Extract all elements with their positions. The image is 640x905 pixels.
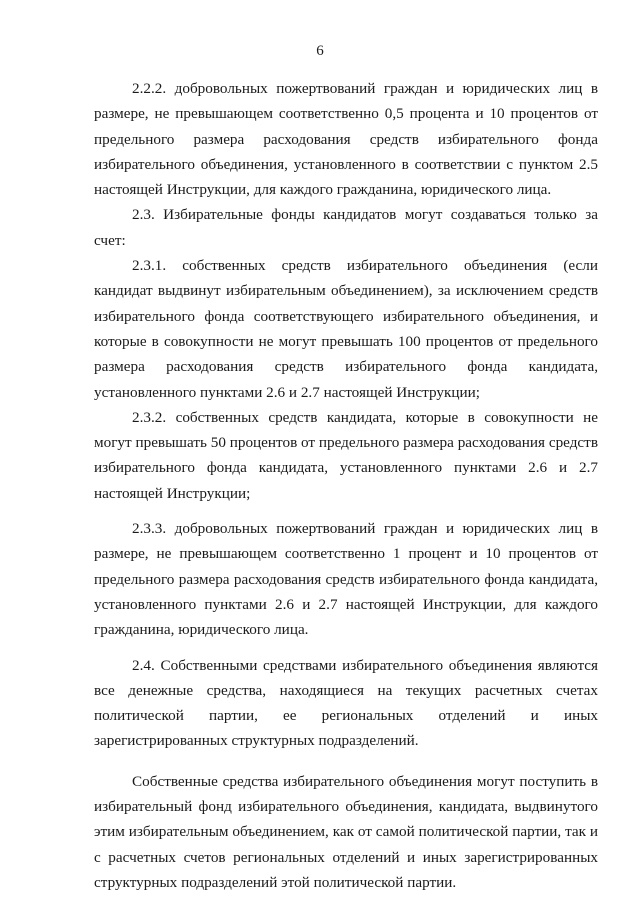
paragraph-spacer xyxy=(94,506,598,516)
page-number: 6 xyxy=(316,43,324,59)
paragraph-2-3: 2.3. Избирательные фонды кандидатов могут создаваться только за счет: xyxy=(94,206,598,249)
document-body xyxy=(94,76,598,895)
paragraph-own-funds: Собственные средства избирательного объединения могут поступить в избирательный фонд избирательного объединения, кандидата, выдвинутого этим избирательным объединением, как от самой политической партии, так и с расчетных счетов региональных отделений и иных зарегистрированных структурных подразделений этой политической партии. xyxy=(94,772,598,891)
paragraph-2-3-3: 2.3.3. добровольных пожертвований граждан и юридических лиц в размере, не превышающем соответственно 1 процент и 10 процентов от предельного размера расходования средств избирательного фонда кандидата, установленного пунктами 2.6 и 2.7 настоящей Инструкции, для каждого гражданина, юридического лица. xyxy=(94,520,598,639)
paragraph-spacer xyxy=(94,754,598,769)
paragraph-2-3-2: 2.3.2. собственных средств кандидата, которые в совокупности не могут превышать 50 процентов от предельного размера расходования средств избирательного фонда кандидата, установленного пунктами 2.6 и 2.7 настоящей Инструкции; xyxy=(94,408,598,502)
paragraph-spacer xyxy=(94,643,598,653)
paragraph-2-3-1: 2.3.1. собственных средств избирательного объединения (если кандидат выдвинут избирательным объединением), за исключением средств избирательного фонда соответствующего избирательного объединения, и которые в совокупности не могут превышать 100 процентов от предельного размера расходования средств избирательного фонда кандидата, установленного пунктами 2.6 и 2.7 настоящей Инструкции; xyxy=(94,257,598,401)
paragraph-2-2-2: 2.2.2. добровольных пожертвований граждан и юридических лиц в размере, не превышающем соответственно 0,5 процента и 10 процентов от предельного размера расходования средств избирательного фонда избирательного объединения, установленного в соответствии с пунктом 2.5 настоящей Инструкции, для каждого гражданина, юридического лица. xyxy=(94,80,598,199)
paragraph-2-4: 2.4. Собственными средствами избирательного объединения являются все денежные средства, находящиеся на текущих расчетных счетах политической партии, ее региональных отделений и иных зарегистрированных структурных подразделений. xyxy=(94,656,598,750)
